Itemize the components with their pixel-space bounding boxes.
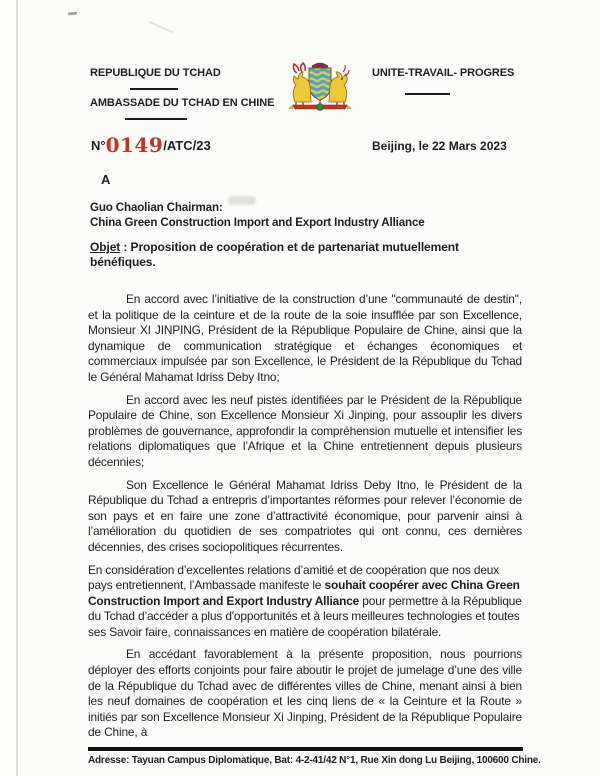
letterhead-embassy: AMBASSADE DU TCHAD EN CHINE xyxy=(90,97,275,109)
footer-rule xyxy=(88,747,523,751)
letterhead-divider xyxy=(130,88,178,90)
reference-stamped-number: 0149 xyxy=(105,133,164,157)
subject-label: Objet xyxy=(90,240,121,254)
reference-suffix: /ATC/23 xyxy=(163,138,211,153)
paragraph-4-lead: En considération d’excellentes relations d’amitié et de coopération que nos deux pays entretiennent, l’Ambassade manifeste le xyxy=(88,562,500,593)
letterhead-motto: UNITE-TRAVAIL- PROGRES xyxy=(372,67,515,79)
paragraph-4-rest: pour permettre à la République du Tchad d’accéder a plus d'opportunités et à leurs meilleures technologies et toutes ses Savoir faire, connaissances en matière de coopération bilatérale. xyxy=(88,593,522,639)
scan-left-strip xyxy=(0,0,16,776)
scan-page-edge xyxy=(16,0,18,776)
letterhead-country: REPUBLIQUE DU TCHAD xyxy=(90,67,221,79)
body-paragraph-3: Son Excellence le Général Mahamat Idriss Deby Itno, le Président de la République du Tchad a entrepris d’importantes réformes pour relever l’économie de son pays et en faire une zone d’attractivité économique, pour parvenir ainsi à l’amélioration du quotidien de ses compatriotes qui ont connu, ces dernières décennies, des crises sociopolitiques récurrentes. xyxy=(88,477,522,554)
letterhead-divider xyxy=(125,118,187,120)
subject-text: Proposition de coopération et de partenariat mutuellement bénéfiques. xyxy=(90,240,459,269)
reference-number xyxy=(91,133,211,157)
body-paragraph-4 xyxy=(88,563,522,641)
addressee-name: Guo Chaolian Chairman: xyxy=(90,201,223,214)
body-paragraph-1: En accord avec l’initiative de la construction d’une "communauté de destin", et la politique de la ceinture et de la route de la soie insufflée par son Excellence, Monsieur XI JINPING, Président de la République Populaire de Chine, ainsi que la dynamique de communication stratégique et échanges économiques et commerciaux impulsée par son Excellence, le Président de la République du Tchad le Général Mahamat Idriss Deby Itno; xyxy=(88,292,522,384)
reference-prefix: N° xyxy=(91,138,106,153)
footer-address: Adresse: Tayuan Campus Diplomatique, Bat: 4-2-41/42 N°1, Rue Xin dong Lu Beijing, 100600 Chine. xyxy=(88,755,541,766)
addressee-organization: China Green Construction Import and Export Industry Alliance xyxy=(90,216,425,229)
dateline: Beijing, le 22 Mars 2023 xyxy=(372,139,507,153)
addressee-block xyxy=(90,200,530,230)
letterhead-divider xyxy=(405,93,450,95)
subject-separator: : xyxy=(120,240,131,254)
chad-coat-of-arms-icon xyxy=(283,58,357,114)
scan-artifact-crease xyxy=(149,21,174,33)
paragraph-4-partner-name: souhait coopérer avec China Green Construction Import and Export Industry Alliance xyxy=(88,578,520,608)
body-paragraph-2: En accord avec les neuf pistes identifiées par le Président de la République Populaire de Chine, son Excellence Monsieur Xi Jinping, pour assouplir les divers problèmes de gouvernance, approfondir la compréhension mutuelle et intensifier les relations diplomatiques que l’Afrique et la Chine entretiennent depuis plusieurs décennies; xyxy=(88,392,522,469)
scan-artifact-speck xyxy=(68,12,77,16)
addressee-to: A xyxy=(101,172,111,187)
body-paragraph-5: En accédant favorablement à la présente proposition, nous pourrions déployer des efforts conjoints pour faire aboutir le projet de jumelage d’une des ville de la République du Tchad avec de différentes villes de Chine, menant ainsi à bien les neuf domaines de coopération et les cinq liens de « la Ceinture et la Route » initiés par son Excellence Monsieur Xi Jinping, Président de la République Populaire de Chine, à xyxy=(88,647,522,740)
subject-line xyxy=(90,240,524,269)
letter-body xyxy=(88,292,522,748)
